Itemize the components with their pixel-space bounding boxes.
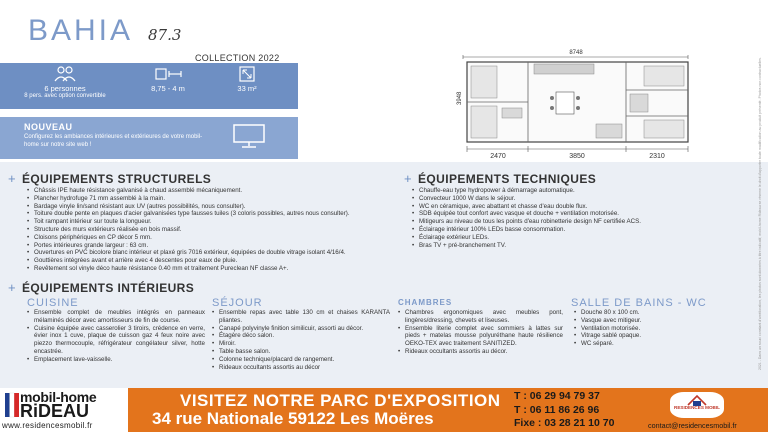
stat-surface-value: 33 m²	[237, 84, 257, 93]
plan-depth-label: 3948	[457, 91, 463, 105]
chambres-list	[398, 309, 563, 356]
list-item: • Rideaux occultants assortis au décor	[212, 364, 390, 372]
phone-2[interactable]: T : 06 11 86 26 96	[514, 403, 600, 416]
list-item: • Vasque avec mitigeur.	[574, 317, 724, 325]
list-item: • Toit rampant intérieur sur toute la longueur.	[27, 218, 407, 226]
sdb-list	[574, 309, 724, 348]
plan-seg3-label: 2310	[649, 153, 665, 160]
news-text: Configurez les ambiances intérieures et extérieures de votre mobil-home sur notre site web !	[24, 134, 203, 148]
stat-dimensions-value: 8,75 - 4 m	[151, 84, 185, 93]
cuisine-title: CUISINE	[27, 297, 79, 309]
plan-seg2-label: 3850	[569, 153, 585, 160]
chambres-title: CHAMBRES	[398, 298, 453, 307]
plan-seg1-label: 2470	[490, 153, 506, 160]
residences-brand: RESIDENCES MOBIL	[674, 405, 720, 410]
list-item: • Emplacement lave-vaisselle.	[27, 356, 205, 364]
list-item: • Bardage vinyle lin/sand résistant aux UV (autres possibilités, nous consulter).	[27, 203, 407, 211]
list-item: • Ensemble literie complet avec sommiers à lattes sur pieds + matelas mousse polyuréthane haute résilience OEKO-TEX avec traitement SANITIZED.	[398, 325, 563, 348]
list-item: • Portes intérieures grande largeur : 63 cm.	[27, 242, 407, 250]
list-item: • Chauffe-eau type hydropower à démarrage automatique.	[412, 187, 742, 195]
floor-plan	[458, 50, 694, 170]
list-item: • Châssis IPE haute résistance galvanisé à chaud assemblé mécaniquement.	[27, 187, 407, 195]
phone-list	[514, 390, 614, 431]
stat-persons-sub: 8 pers. avec option convertible	[24, 93, 106, 99]
logo-text-line2: RiDEAU	[20, 401, 90, 421]
list-item: • WC en céramique, avec abattant et chasse d'eau double flux.	[412, 203, 742, 211]
contact-email[interactable]: contact@residencesmobil.fr	[648, 421, 737, 430]
interieurs-heading: + ÉQUIPEMENTS INTÉRIEURS	[8, 280, 195, 295]
banner-headline: VISITEZ NOTRE PARC D'EXPOSITION	[180, 391, 501, 410]
phone-1[interactable]: T : 06 29 94 79 37	[514, 390, 600, 402]
list-item: • WC séparé.	[574, 340, 724, 348]
list-item: • Structure des murs extérieurs réalisée en bois massif.	[27, 226, 407, 234]
stat-surface	[212, 63, 282, 109]
structurels-list	[27, 187, 407, 273]
list-item: • Plancher hydrofuge 71 mm assemblé à la main.	[27, 195, 407, 203]
website-link[interactable]: www.residencesmobil.fr	[2, 421, 93, 430]
rideau-logo[interactable]	[0, 388, 128, 432]
stats-band	[0, 63, 298, 109]
banner-address: 34 rue Nationale 59122 Les Moëres	[152, 409, 434, 428]
list-item: • Miroir.	[212, 340, 390, 348]
cuisine-list	[27, 309, 205, 364]
flag-icon	[5, 393, 19, 417]
techniques-heading: + ÉQUIPEMENTS TECHNIQUES	[404, 171, 597, 186]
phone-landline[interactable]: Fixe : 03 28 21 10 70	[514, 417, 615, 429]
list-item: • Revêtement sol vinyle déco haute résistance 0.40 mm et traitement Pureclean NF classe A+.	[27, 265, 407, 273]
collection-label: COLLECTION 2022	[195, 53, 280, 63]
list-item: • Vitrage sablé opaque.	[574, 332, 724, 340]
interieurs-heading-text: ÉQUIPEMENTS INTÉRIEURS	[22, 281, 195, 295]
dimensions-icon	[153, 66, 183, 82]
model-number: 87.3	[148, 26, 182, 44]
list-item: • Ensemble complet de meubles intégrés en panneaux mélaminés décor avec amortisseurs de fin de course.	[27, 309, 205, 325]
structurels-heading: + ÉQUIPEMENTS STRUCTURELS	[8, 171, 212, 186]
list-item: • Cuisine équipée avec casserolier 3 tiroirs, crédence en verre, évier inox 1 cuve, plaque de cuisson gaz 4 feux noire avec piezzo thermocouple, réfrigérateur congélateur silver, hotte encastrée.	[27, 325, 205, 356]
list-item: • Douche 80 x 100 cm.	[574, 309, 724, 317]
stat-persons	[10, 63, 120, 109]
sdb-title: SALLE DE BAINS - WC	[571, 297, 707, 309]
promo-banner	[0, 388, 768, 432]
list-item: • Chambres ergonomiques avec meubles pont, lingères/dressing, chevets et liseuses.	[398, 309, 563, 325]
monitor-icon	[232, 123, 266, 149]
list-item: • Éclairage intérieur 100% LEDs basse consommation.	[412, 226, 742, 234]
list-item: • Toiture double pente en plaques d'acier galvanisées type fausses tuiles (3 coloris possibles, autres nous consulter).	[27, 210, 407, 218]
surface-icon	[238, 66, 256, 82]
list-item: • Table basse salon.	[212, 348, 390, 356]
list-item: • Mitigeurs au niveau de tous les points d'eau robinetterie design NF certifiée ACS.	[412, 218, 742, 226]
list-item: • Ouvertures en PVC bicolore blanc intérieur et plaxé gris 7016 extérieur, équipées de double vitrage isolant 4/16/4.	[27, 249, 407, 257]
list-item: • Éclairage extérieur LEDs.	[412, 234, 742, 242]
logo-text-line1: mobil-home	[20, 389, 97, 405]
list-item: • Convecteur 1000 W dans le séjour.	[412, 195, 742, 203]
sejour-title: SÉJOUR	[212, 297, 263, 309]
persons-icon	[52, 66, 78, 82]
techniques-heading-text: ÉQUIPEMENTS TECHNIQUES	[418, 172, 597, 186]
list-item: • Étagère déco salon.	[212, 332, 390, 340]
list-item: • SDB équipée tout confort avec vasque et douche + ventilation motorisée.	[412, 210, 742, 218]
list-item: • Canapé polyvinyle finition similicuir, assorti au décor.	[212, 325, 390, 333]
list-item: • Ensemble repas avec table 130 cm et chaises KARANTA pliantes.	[212, 309, 390, 325]
residences-area	[632, 388, 768, 432]
model-title: BAHIA	[28, 14, 134, 47]
list-item: • Bras TV + pré-branchement TV.	[412, 242, 742, 250]
sejour-list	[212, 309, 390, 371]
structurels-heading-text: ÉQUIPEMENTS STRUCTURELS	[22, 172, 212, 186]
news-title: NOUVEAU	[24, 122, 73, 132]
side-disclaimer: 2021 - Dans un souci constant d'amélioration, les photos sont données à titre indicatif, mobil-home Rideau se réserve le droit d'apporter toute modification au produit présenté. Photos non contractuelles.	[758, 57, 762, 370]
stat-persons-value: 6 personnes	[44, 84, 86, 93]
news-banner[interactable]	[0, 117, 298, 159]
list-item: • Cloisons périphériques en CP décor 5 mm.	[27, 234, 407, 242]
stat-dimensions	[128, 63, 208, 109]
list-item: • Gouttières intégrées avant et arrière avec 4 descentes pour eaux de pluie.	[27, 257, 407, 265]
techniques-list	[412, 187, 742, 249]
plan-width-label: 8748	[569, 50, 583, 56]
list-item: • Rideaux occultants assortis au décor.	[398, 348, 563, 356]
list-item: • Colonne technique/placard de rangement.	[212, 356, 390, 364]
list-item: • Ventilation motorisée.	[574, 325, 724, 333]
